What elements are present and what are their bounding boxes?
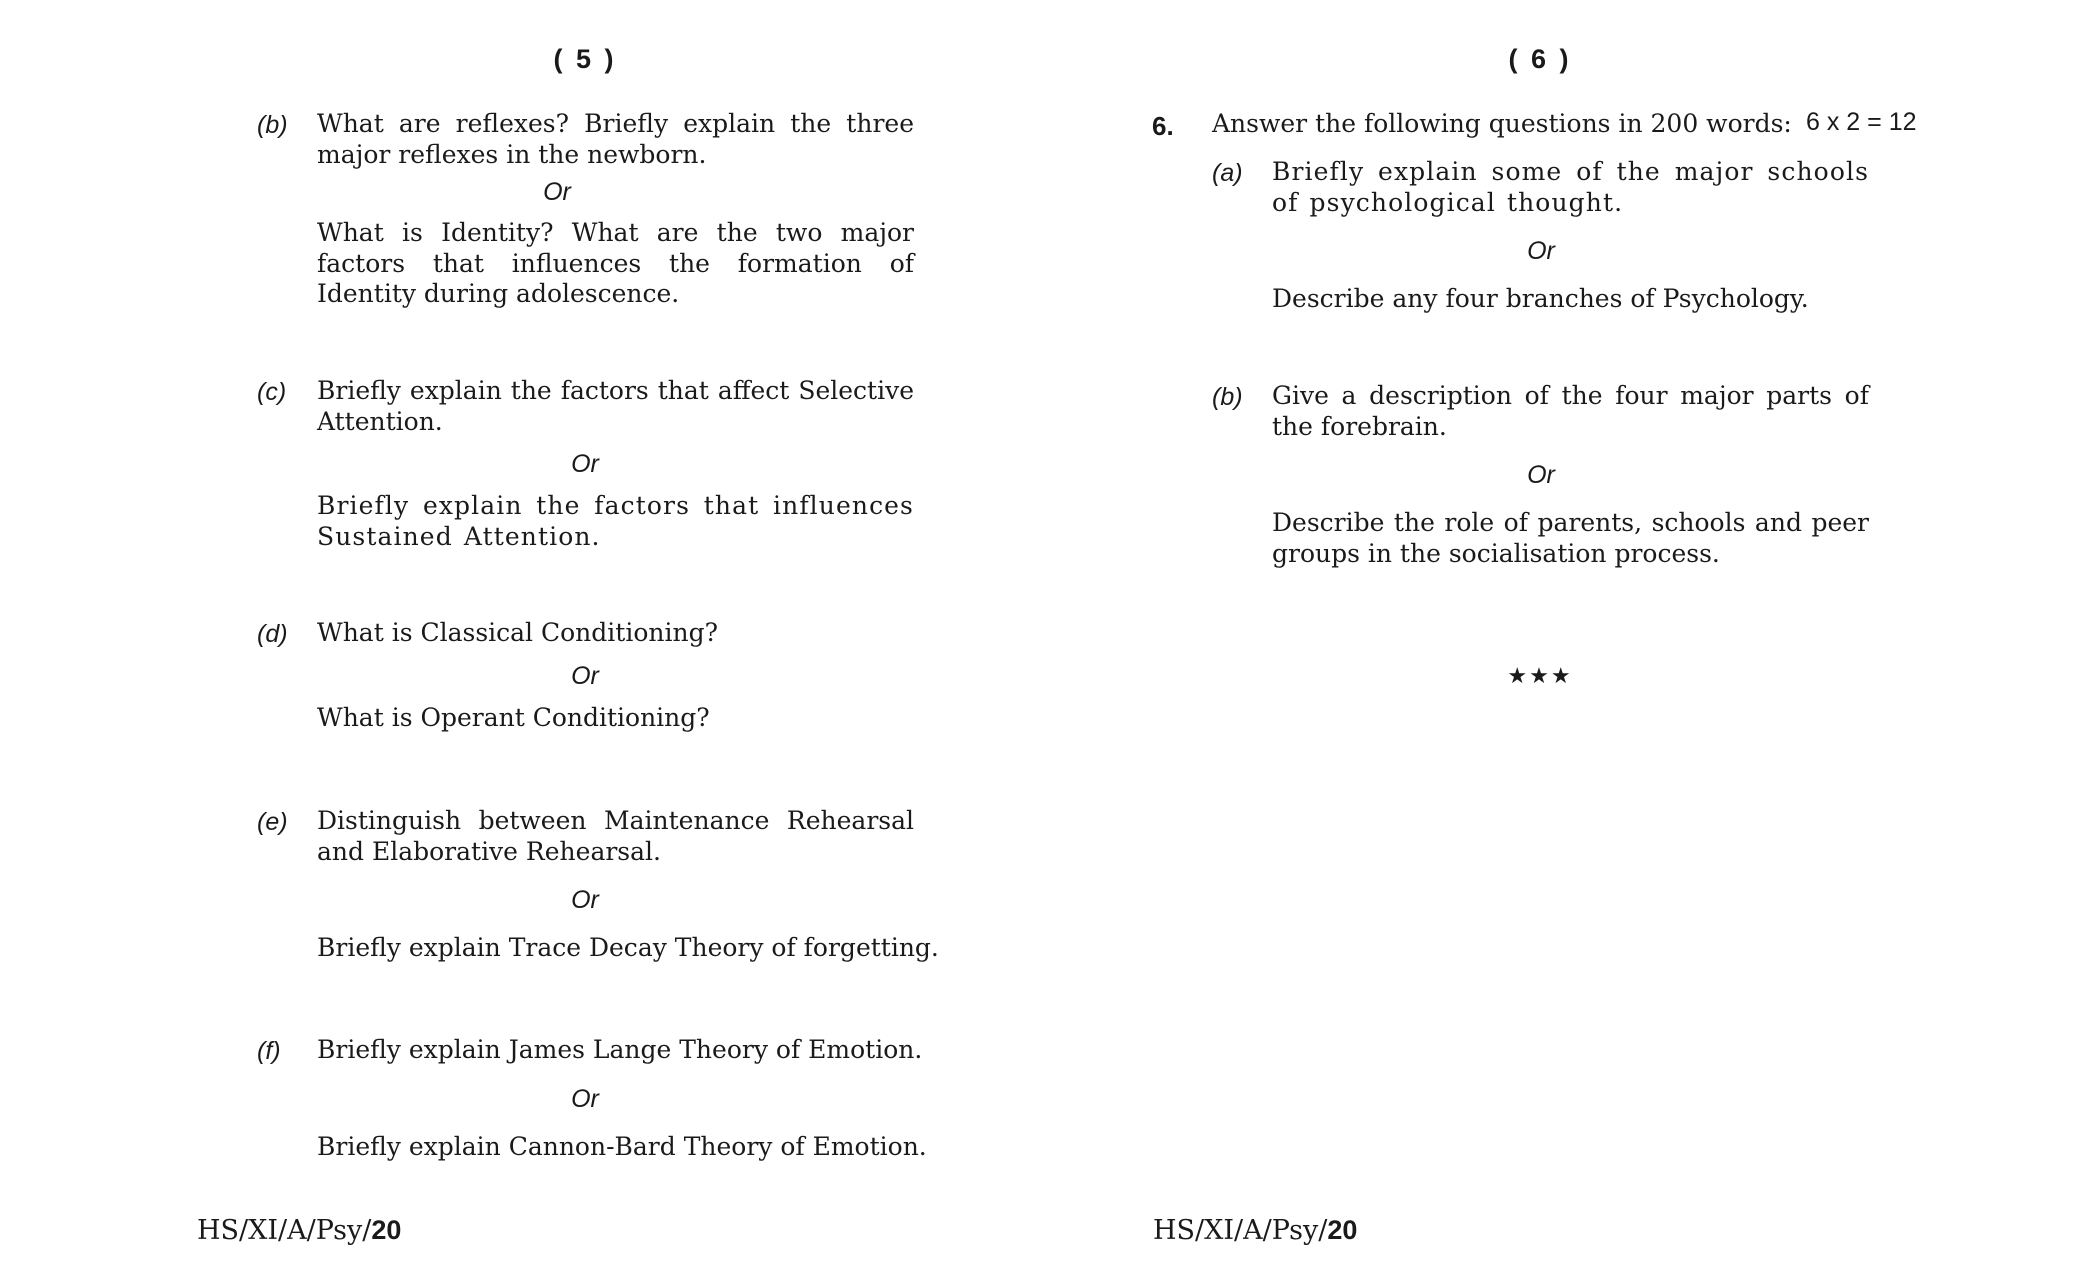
footer-code (197, 1215, 401, 1246)
alternative-question-text: What is Operant Conditioning? (317, 703, 710, 732)
alternative-question-text: What is Identity? What are the two major factors that influences the formation of Identity during adolescence. (317, 218, 914, 308)
or-separator: Or (1527, 461, 1555, 489)
question-text: Briefly explain some of the major schools of psychological thought. (1272, 157, 1869, 217)
footer-code-prefix: HS/XI/A/Psy/ (1153, 1215, 1328, 1246)
question-instruction: Answer the following questions in 200 words: (1212, 109, 1792, 138)
alternative-question-text: Briefly explain Cannon-Bard Theory of Emotion. (317, 1132, 927, 1161)
page-number: ( 6 ) (1508, 44, 1572, 74)
or-separator: Or (571, 450, 599, 478)
question-label: (f) (257, 1037, 281, 1065)
alternative-question-text: Briefly explain Trace Decay Theory of forgetting. (317, 933, 939, 962)
or-separator: Or (571, 1085, 599, 1113)
question-label: (c) (257, 378, 287, 406)
footer-code (1153, 1215, 1357, 1246)
alternative-question-text: Describe the role of parents, schools and peer groups in the socialisation process. (1272, 508, 1869, 568)
alternative-question-text: Describe any four branches of Psychology. (1272, 284, 1809, 313)
question-label: (e) (257, 808, 288, 836)
footer-code-prefix: HS/XI/A/Psy/ (197, 1215, 372, 1246)
question-text: What is Classical Conditioning? (317, 618, 718, 647)
footer-code-number: 20 (1327, 1215, 1358, 1245)
question-text: Distinguish between Maintenance Rehearsal and Elaborative Rehearsal. (317, 806, 914, 866)
or-separator: Or (1527, 237, 1555, 265)
or-separator: Or (571, 662, 599, 690)
question-label: (b) (257, 111, 288, 139)
page-number: ( 5 ) (553, 44, 617, 74)
footer-code-number: 20 (371, 1215, 402, 1245)
question-label: (b) (1212, 383, 1243, 411)
question-label: (d) (257, 620, 288, 648)
or-separator: Or (543, 178, 571, 206)
question-text: Briefly explain James Lange Theory of Emotion. (317, 1035, 923, 1064)
question-number: 6. (1152, 111, 1174, 141)
question-text: Give a description of the four major parts of the forebrain. (1272, 381, 1869, 441)
question-text: What are reflexes? Briefly explain the three major reflexes in the newborn. (317, 109, 914, 169)
alternative-question-text: Briefly explain the factors that influences Sustained Attention. (317, 491, 914, 551)
or-separator: Or (571, 886, 599, 914)
marks-allocation: 6 x 2 = 12 (1806, 108, 1917, 136)
question-label: (a) (1212, 159, 1243, 187)
end-of-paper-stars: ★★★ (1507, 664, 1573, 689)
question-text: Briefly explain the factors that affect Selective Attention. (317, 376, 914, 436)
